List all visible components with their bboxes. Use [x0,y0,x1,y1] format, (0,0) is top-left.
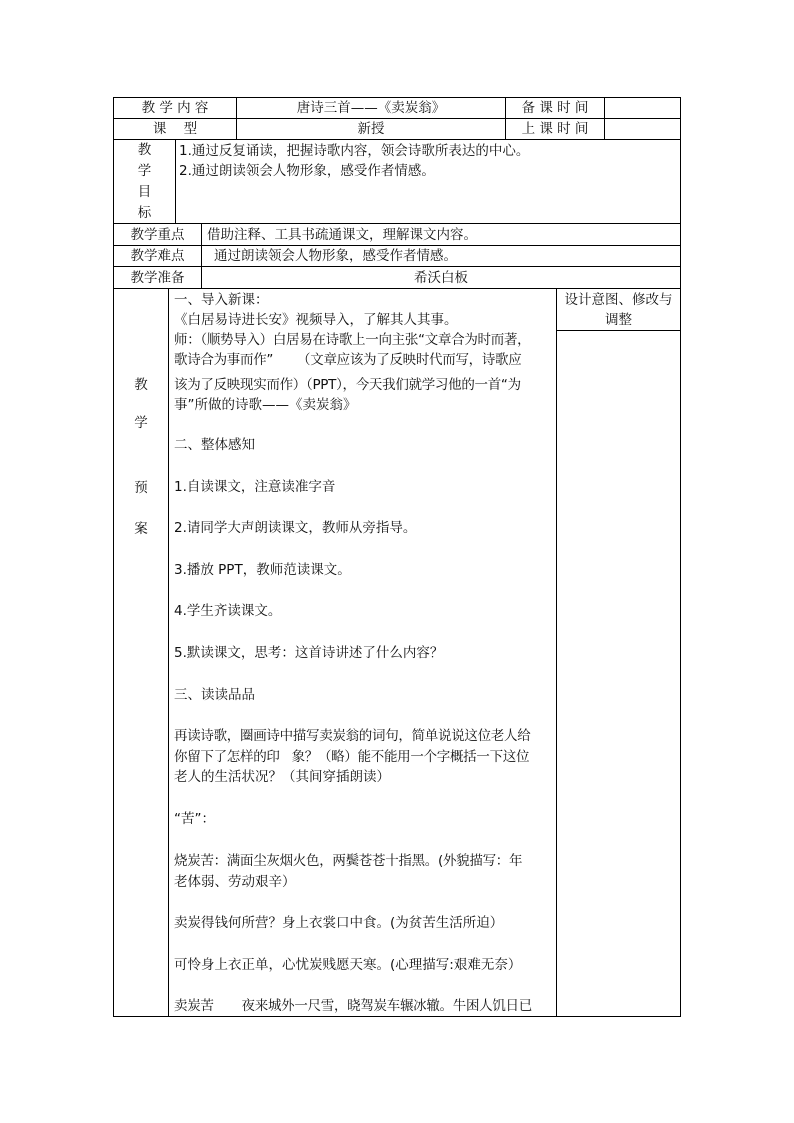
plan-label-char: 预 [134,480,148,496]
plan-line: 事”所做的诗歌——《卖炭翁》 [174,397,357,413]
plan-line: 1.自读课文，注意读准字音 [174,479,336,495]
content-value: 唐诗三首——《卖炭翁》 [296,100,446,116]
key-point-label: 教学重点 [130,227,185,243]
plan-line: 卖炭得钱何所营？身上衣裳口中食。(为贫苦生活所迫） [174,915,504,931]
goals-label-char: 教 [137,142,152,158]
plan-line: 卖炭苦 夜来城外一尺雪，晓驾炭车辗冰辙。牛困人饥日已 [174,998,532,1014]
plan-line: 3.播放 PPT，教师范读课文。 [174,562,351,578]
difficulty-value: 通过朗读领会人物形象，感受作者情感。 [214,248,457,264]
class-time-label: 上 课 时 间 [521,121,589,137]
goal-item: 1.通过反复诵读，把握诗歌内容，领会诗歌所表达的中心。 [179,143,530,159]
preparation-value: 希沃白板 [414,270,468,286]
type-label: 课 型 [152,121,198,137]
plan-line: 该为了反映现实而作）（PPT），今天我们就学习他的一首“为 [174,377,521,393]
plan-line: “苦”： [174,811,215,827]
plan-line: 2.请同学大声朗读课文，教师从旁指导。 [174,520,417,536]
difficulty-label: 教学难点 [130,248,185,264]
section-heading: 三、读读品品 [174,687,255,703]
plan-line: 老人的生活状况？（其间穿插朗读） [174,769,390,785]
key-point-value: 借助注释、工具书疏通课文，理解课文内容。 [207,227,477,243]
design-intent-header: 设计意图、修改与 [564,292,673,308]
type-value: 新授 [357,121,385,137]
plan-line: 歌诗合为事而作” （文章应该为了反映时代而写，诗歌应 [174,352,522,368]
plan-line: 5.默读课文，思考：这首诗讲述了什么内容？ [174,645,444,661]
plan-label-char: 学 [134,415,148,431]
plan-line: 再读诗歌，圈画诗中描写卖炭翁的词句，简单说说这位老人给 [174,728,531,744]
plan-line: 烧炭苦：满面尘灰烟火色，两鬓苍苍十指黑。(外貌描写：年 [174,853,523,869]
plan-line: 4.学生齐读课文。 [174,603,282,619]
goals-label-char: 学 [137,163,152,179]
plan-line: 师：（顺势导入）白居易在诗歌上一向主张“文章合为时而著， [174,332,531,348]
section-heading: 二、整体感知 [174,437,255,453]
prep-time-label: 备 课 时 间 [521,100,589,116]
plan-line: 老体弱、劳动艰辛） [174,874,296,890]
section-heading: 一、导入新课： [174,292,269,308]
design-intent-header: 调整 [605,312,632,328]
plan-line: 可怜身上衣正单，心忧炭贱愿天寒。(心理描写:艰难无奈） [174,957,522,973]
preparation-label: 教学准备 [130,270,185,286]
goals-label-char: 标 [137,205,152,221]
plan-label-char: 教 [134,377,148,393]
goals-label-char: 目 [137,184,152,200]
plan-label-char: 案 [134,521,148,537]
content-label: 教 学 内 容 [141,100,209,116]
goal-item: 2.通过朗读领会人物形象，感受作者情感。 [179,163,435,179]
plan-line: 你留下了怎样的印 象？（略）能不能用一个字概括一下这位 [174,749,530,765]
plan-line: 《白居易诗进长安》视频导入，了解其人其事。 [174,312,458,328]
